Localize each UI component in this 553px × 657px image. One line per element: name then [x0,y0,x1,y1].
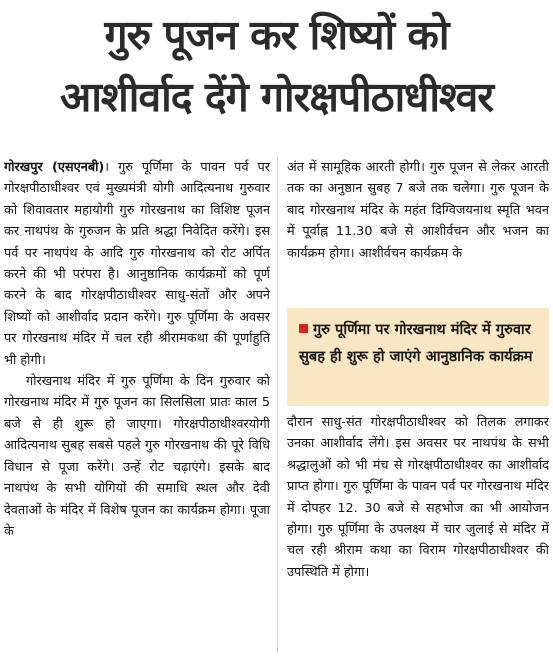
paragraph-4: दौरान साधु-संत गोरक्षपीठाधीश्वर को तिलक लगाकर उनका आशीर्वाद लेंगे। इस अवसर पर नाथपंथ के सभी श्रद्धालुओं को भी मंच से गोरक्षपीठाधीश्वर का आशीर्वाद प्राप्त होगा। गुरु पूर्णिमा के पावन पर्व पर गोरखनाथ मंदिर में दोपहर 12. 30 बजे से सहभोज का भी आयोजन होगा। गुरु पूर्णिमा के उपलक्ष्य में चार जुलाई से मंदिर में चल रही श्रीराम कथा का विराम गोरक्षपीठाधीश्वर की उपस्थिति में होगा। [287,415,549,580]
article-column-left [4,157,270,653]
paragraph-1-text: । गुरु पूर्णिमा के पावन पर्व पर गोरक्षपीठाधीश्वर एवं मुख्यमंत्री योगी आदित्यनाथ गुरुवार को शिवावतार महायोगी गुरु गोरखनाथ का विशिष्ट पूजन कर नाथपंथ के गुरुजन के प्रति श्रद्धा निवेदित करेंगे। इस पर्व पर नाथपंथ के आदि गुरु गोरखनाथ को रोट अर्पित करने की भी परंपरा है। आनुष्ठानिक कार्यक्रमों को पूर्ण करने के बाद गोरक्षपीठाधीश्वर साधु-संतों और अपने शिष्यों को आशीर्वाद प्रदान करेंगे। गुरु पूर्णिमा के अवसर पर गोरखनाथ मंदिर में चल रही श्रीरामकथा की पूर्णाहुति भी होगी। [4,160,270,368]
paragraph-1 [4,157,270,371]
headline [0,4,553,128]
article-column-right-top [287,157,549,302]
dateline: गोरखपुर (एसएनबी) [4,160,105,175]
headline-line-2: आशीर्वाद देंगे गोरक्षपीठाधीश्वर [59,73,494,121]
paragraph-2: गोरखनाथ मंदिर में गुरु पूर्णिमा के दिन गुरुवार को गोरखनाथ मंदिर में गुरु पूजन का सिलसिला प्रातः काल 5 बजे से ही शुरू हो जाएगा। गोरक्षपीठाधीश्वरयोगी आदित्यनाथ सुबह सबसे पहले गुरु गोरखनाथ की पूरे विधि विधान से पूजा करेंगे। उन्हें रोट चढ़ाएंगे। इसके बाद नाथपंथ के सभी योगियों की समाधि स्थल और देवी देवताओं के मंदिर में विशेष पूजन का कार्यक्रम होगा। पूजा के [4,374,270,539]
column-divider [277,157,278,653]
pull-quote-text: गुरु पूर्णिमा पर गोरखनाथ मंदिर में गुरुवार सुबह ही शुरू हो जाएंगे आनुष्ठानिक कार्यक्रम [299,321,533,365]
pull-quote [287,308,549,406]
headline-line-1: गुरु पूजन कर शिष्यों को [104,11,449,59]
bullet-square-icon [299,324,308,333]
article-column-right-bottom [287,412,549,653]
paragraph-3: अंत में सामूहिक आरती होगी। गुरु पूजन से लेकर आरती तक का अनुष्ठान सुबह 7 बजे तक चलेगा। गुरु पूजन के बाद गोरखनाथ मंदिर के महंत दिग्विजयनाथ स्मृति भवन में पूर्वाह्न 11.30 बजे से आशीर्वचन और भजन का कार्यक्रम होगा। आशीर्वचन कार्यक्रम के [287,160,549,261]
